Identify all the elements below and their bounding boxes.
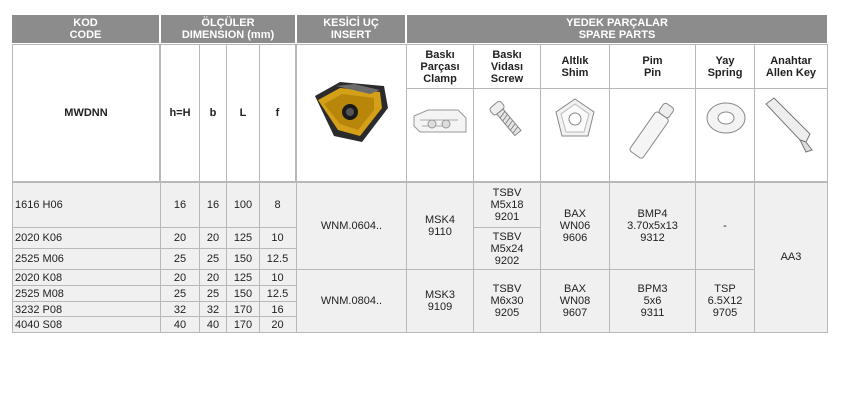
- row-code-text: 3232 P08: [15, 303, 63, 316]
- header-insert-tr: KESİCİ UÇ: [323, 17, 379, 29]
- row-L: [226, 248, 260, 269]
- row-h-text: 32: [173, 303, 187, 316]
- row-h-text: 40: [173, 318, 187, 331]
- screw-label-2: Vidası: [490, 60, 524, 73]
- row-L: [226, 286, 260, 301]
- row-L: [226, 227, 260, 248]
- divider: [12, 182, 828, 183]
- row-code: [12, 317, 160, 332]
- row-L: [226, 182, 260, 227]
- divider: [12, 301, 296, 302]
- group1-insert-text: WNM.0604..: [320, 220, 383, 232]
- row-code-text: 2525 M08: [15, 287, 64, 300]
- group1-shim: [540, 182, 610, 270]
- group2-screw-name: TSBV: [492, 283, 522, 295]
- group2-spring-no: 9705: [712, 307, 738, 319]
- row-L-text: 150: [233, 252, 253, 265]
- pin-label-2: Pin: [643, 66, 662, 79]
- row-h: [160, 248, 200, 269]
- row-L: [226, 302, 260, 317]
- group1-screw-b-name: TSBV: [492, 230, 522, 243]
- row-code-text: 4040 S08: [15, 318, 63, 331]
- row-b-text: 20: [206, 271, 220, 284]
- group1-pin: [609, 182, 696, 270]
- divider: [12, 182, 13, 332]
- row-h: [160, 270, 200, 285]
- row-code: [12, 248, 160, 269]
- header-code-en: CODE: [69, 29, 102, 41]
- row-b: [199, 286, 227, 301]
- row-f-text: 12.5: [266, 252, 289, 265]
- screw-label-3: Screw: [490, 72, 524, 85]
- row-f: [259, 286, 296, 301]
- row-h: [160, 227, 200, 248]
- group1-screw-a-name: TSBV: [492, 186, 522, 199]
- row-f: [259, 227, 296, 248]
- group2-clamp-no: 9109: [427, 301, 453, 313]
- group2-screw-size: M6x30: [490, 295, 524, 307]
- group1-insert: [296, 182, 407, 270]
- group1-screw-a: [473, 182, 541, 227]
- group1-pin-no: 9312: [640, 232, 665, 244]
- group2-screw: [473, 270, 541, 332]
- row-b-text: 32: [206, 303, 220, 316]
- header-spare-en: SPARE PARTS: [578, 29, 656, 41]
- allen-key-value: [754, 182, 828, 332]
- subheader-spring: [695, 44, 755, 89]
- row-L: [226, 270, 260, 285]
- clamp-icon: [410, 102, 470, 142]
- group1-clamp: [406, 182, 474, 270]
- row-h: [160, 182, 200, 227]
- subheader-screw: [473, 44, 541, 89]
- divider: [695, 182, 696, 332]
- screw-label-1: Baskı: [492, 48, 522, 61]
- group1-screw-a-no: 9201: [494, 210, 520, 223]
- group2-shim: [540, 270, 610, 332]
- row-h-text: 25: [173, 287, 187, 300]
- group2-clamp-name: MSK3: [425, 289, 455, 301]
- divider: [12, 316, 296, 317]
- group2-pin-name: BPM3: [637, 283, 668, 295]
- divider: [259, 182, 260, 332]
- divider: [473, 227, 541, 228]
- row-L-text: 170: [233, 318, 253, 331]
- divider: [160, 182, 161, 332]
- pin-icon: [622, 96, 682, 166]
- header-spare-tr: YEDEK PARÇALAR: [566, 17, 668, 29]
- divider: [473, 182, 474, 332]
- row-code: [12, 182, 160, 227]
- row-f: [259, 248, 296, 269]
- row-code: [12, 302, 160, 317]
- row-b-text: 25: [206, 287, 220, 300]
- header-spare-parts: [407, 15, 827, 43]
- group1-shim-name: BAX: [563, 208, 586, 220]
- clamp-label-3: Clamp: [423, 72, 457, 85]
- group1-screw-a-size: M5x18: [490, 198, 524, 211]
- dim-L-label: [226, 44, 260, 182]
- row-L-text: 150: [233, 287, 253, 300]
- row-h-text: 25: [173, 252, 187, 265]
- dim-h-text: h=H: [169, 107, 191, 119]
- subheader-pin: [609, 44, 696, 89]
- insert-icon: [310, 78, 392, 150]
- row-b-text: 20: [206, 231, 220, 244]
- group2-insert: [296, 270, 407, 332]
- row-code: [12, 227, 160, 248]
- divider: [12, 269, 755, 270]
- divider: [609, 182, 610, 332]
- group1-pin-name: BMP4: [637, 208, 668, 220]
- row-h-text: 20: [173, 271, 187, 284]
- dim-b-label: [199, 44, 227, 182]
- row-L: [226, 317, 260, 332]
- spring-icon: [704, 100, 748, 136]
- shim-label-2: Shim: [561, 66, 589, 79]
- row-b-text: 25: [206, 252, 220, 265]
- row-h-text: 16: [173, 198, 187, 211]
- group2-spring-size: 6.5X12: [707, 295, 743, 307]
- row-code-text: 2525 M06: [15, 252, 64, 265]
- divider: [12, 285, 296, 286]
- key-label-2: Allen Key: [765, 66, 817, 79]
- pin-label-1: Pim: [642, 54, 663, 67]
- group2-pin-no: 9311: [640, 307, 665, 319]
- dim-f-text: f: [275, 107, 280, 119]
- divider: [12, 227, 296, 228]
- group1-spring: [695, 182, 755, 270]
- row-b: [199, 302, 227, 317]
- row-L-text: 100: [233, 198, 253, 211]
- allen-key-text: AA3: [780, 251, 802, 263]
- row-code-text: 1616 H06: [15, 198, 63, 211]
- row-b-text: 16: [206, 198, 220, 211]
- row-f: [259, 182, 296, 227]
- dim-f-label: [259, 44, 296, 182]
- divider: [754, 182, 755, 332]
- row-f-text: 10: [271, 271, 284, 284]
- subheader-key: [754, 44, 828, 89]
- header-insert-en: INSERT: [330, 29, 372, 41]
- header-insert: [297, 15, 405, 43]
- group2-shim-size: WN08: [559, 295, 591, 307]
- divider: [827, 182, 828, 332]
- group1-screw-b-no: 9202: [494, 254, 520, 267]
- row-L-text: 125: [233, 271, 253, 284]
- row-h: [160, 302, 200, 317]
- series-label: [12, 44, 160, 182]
- row-f: [259, 302, 296, 317]
- header-dimensions: [161, 15, 295, 43]
- row-b: [199, 317, 227, 332]
- group2-spring-name: TSP: [714, 283, 736, 295]
- group1-screw-b-size: M5x24: [490, 242, 524, 255]
- header-code: [12, 15, 159, 43]
- group1-shim-no: 9606: [562, 232, 588, 244]
- row-f-text: 20: [271, 318, 284, 331]
- header-code-tr: KOD: [73, 17, 98, 29]
- group2-pin: [609, 270, 696, 332]
- shim-label-1: Altlık: [561, 54, 589, 67]
- spring-label-2: Spring: [707, 66, 743, 79]
- spring-label-1: Yay: [715, 54, 735, 67]
- group2-clamp: [406, 270, 474, 332]
- group1-clamp-no: 9110: [428, 226, 452, 238]
- subheader-shim: [540, 44, 610, 89]
- row-f-text: 8: [274, 198, 281, 211]
- group2-shim-name: BAX: [563, 283, 586, 295]
- dim-b-text: b: [209, 107, 217, 119]
- row-b: [199, 248, 227, 269]
- subheader-clamp: [406, 44, 474, 89]
- group2-pin-size: 5x6: [643, 295, 662, 307]
- divider: [406, 182, 407, 332]
- row-b-text: 40: [206, 318, 220, 331]
- group2-screw-no: 9205: [494, 307, 520, 319]
- series-text: MWDNN: [64, 107, 108, 119]
- clamp-label-1: Baskı: [425, 48, 455, 61]
- key-label-1: Anahtar: [770, 54, 812, 67]
- row-f-text: 10: [271, 231, 284, 244]
- row-f: [259, 317, 296, 332]
- header-dimensions-en: DIMENSION (mm): [181, 29, 275, 41]
- divider: [226, 182, 227, 332]
- row-b: [199, 227, 227, 248]
- row-code-text: 2020 K08: [15, 271, 63, 284]
- clamp-label-2: Parçası: [420, 60, 460, 73]
- allen-key-icon: [760, 94, 820, 154]
- divider: [12, 248, 296, 249]
- divider: [296, 182, 297, 332]
- dim-h-label: [160, 44, 200, 182]
- shim-icon: [552, 96, 598, 142]
- divider: [540, 182, 541, 332]
- row-h: [160, 286, 200, 301]
- group1-pin-size: 3.70x5x13: [627, 220, 678, 232]
- row-L-text: 125: [233, 231, 253, 244]
- row-b: [199, 270, 227, 285]
- group1-spring-text: -: [723, 220, 727, 232]
- group2-insert-text: WNM.0804..: [320, 295, 383, 307]
- group1-clamp-name: MSK4: [425, 214, 455, 226]
- header-dimensions-tr: ÖLÇÜLER: [201, 17, 255, 29]
- divider: [12, 332, 828, 333]
- row-f: [259, 270, 296, 285]
- row-h-text: 20: [173, 231, 187, 244]
- group2-spring: [695, 270, 755, 332]
- row-code-text: 2020 K06: [15, 231, 63, 244]
- group1-screw-b: [473, 227, 541, 270]
- row-code: [12, 286, 160, 301]
- screw-icon: [482, 98, 532, 142]
- group2-shim-no: 9607: [562, 307, 588, 319]
- row-h: [160, 317, 200, 332]
- row-f-text: 16: [271, 303, 284, 316]
- group1-shim-size: WN06: [559, 220, 591, 232]
- row-b: [199, 182, 227, 227]
- divider: [199, 182, 200, 332]
- dim-L-text: L: [239, 107, 247, 119]
- row-L-text: 170: [233, 303, 253, 316]
- row-code: [12, 270, 160, 285]
- row-f-text: 12.5: [266, 287, 289, 300]
